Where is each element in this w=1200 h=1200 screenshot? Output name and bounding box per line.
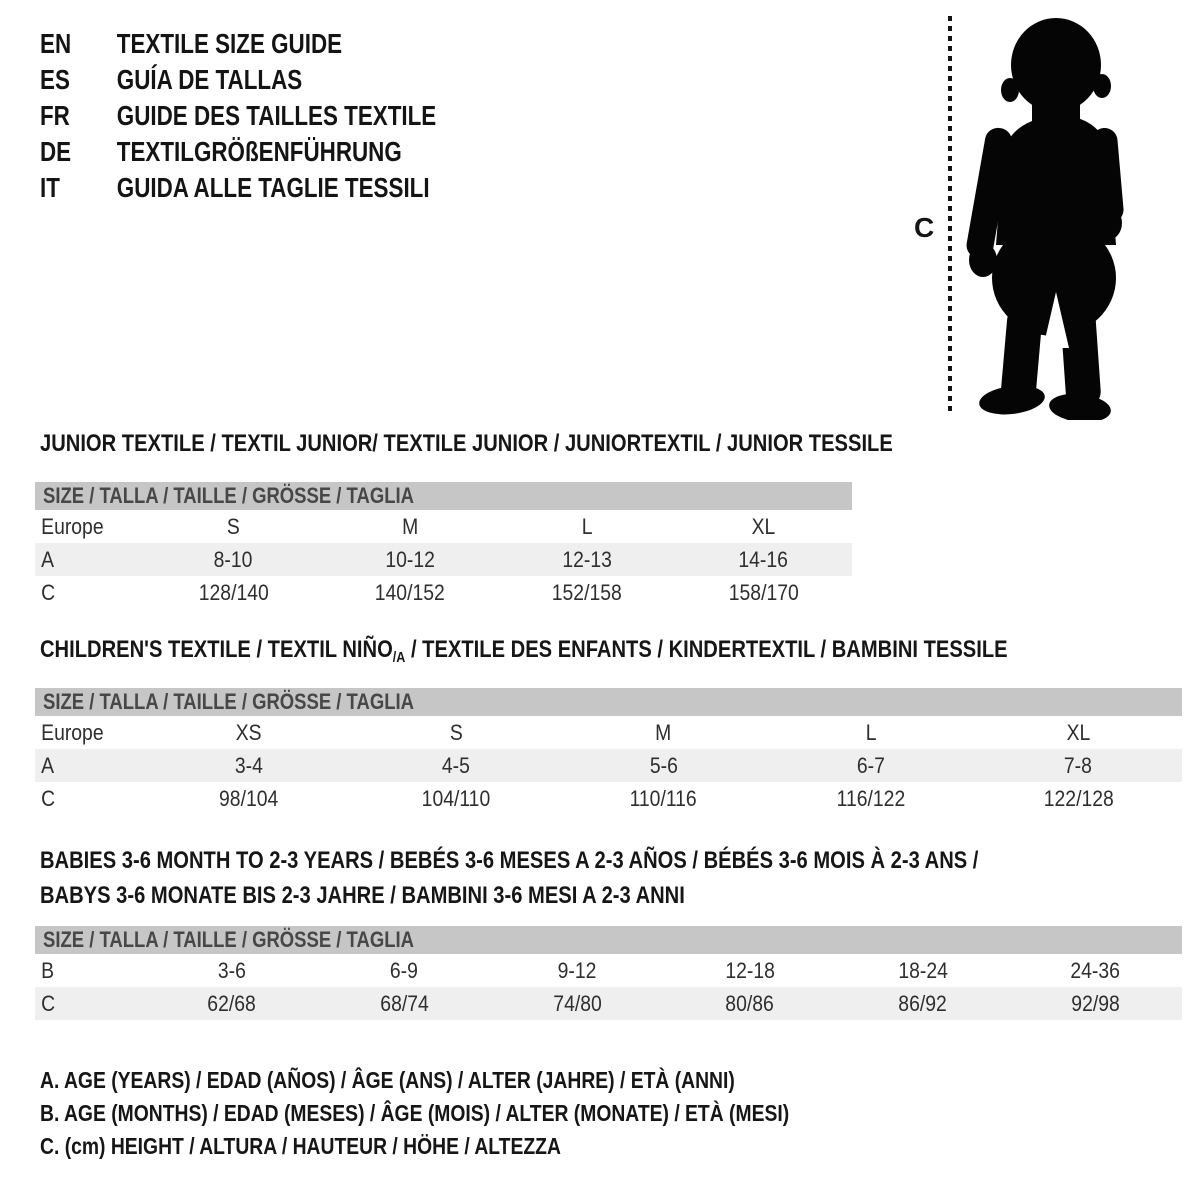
legend-line-a: A. AGE (YEARS) / EDAD (AÑOS) / ÂGE (ANS) / ALTER (JAHRE) / ETÀ (ANNI) [40,1067,735,1093]
babies-title-line1: BABIES 3-6 MONTH TO 2-3 YEARS / BEBÉS 3-6 MESES A 2-3 AÑOS / BÉBÉS 3-6 MOIS À 2-3 ANS / [40,846,979,874]
language-title: GUIDA ALLE TAGLIE TESSILI [116,172,430,203]
age-value: 4-5 [442,752,471,778]
height-value: 80/86 [725,990,775,1016]
size-table-header-text: SIZE / TALLA / TAILLE / GRÖSSE / TAGLIA [43,927,414,952]
children-size-table [35,688,1182,815]
age-value: 9-12 [557,957,597,983]
babies-size-table [35,926,1182,1020]
age-value: 18-24 [897,957,948,983]
age-value: 14-16 [738,546,789,572]
children-section-title-text [40,636,1008,664]
junior-size-table [35,482,852,609]
babies-section-title [40,843,1157,913]
height-marker-dashed-line [948,16,952,416]
language-row-fr [40,98,436,134]
language-title: GUIDE DES TAILLES TEXTILE [116,100,437,131]
age-value: 3-6 [217,957,246,983]
height-value: 152/158 [551,579,622,605]
language-code: IT [40,172,60,203]
row-label: C [41,990,56,1016]
age-value: 6-7 [856,752,885,778]
language-guide [40,26,535,206]
age-value: 24-36 [1070,957,1121,983]
height-value: 158/170 [728,579,799,605]
table-row [35,987,1182,1020]
size-table-header-text: SIZE / TALLA / TAILLE / GRÖSSE / TAGLIA [43,483,414,508]
language-title: GUÍA DE TALLAS [116,64,303,95]
height-value: 116/122 [836,785,906,811]
size-value: XL [1066,719,1091,745]
size-value: S [226,513,240,539]
height-value: 110/116 [629,785,698,811]
size-value: M [655,719,672,745]
size-table-header [35,926,1182,954]
junior-section-title-text: JUNIOR TEXTILE / TEXTIL JUNIOR/ TEXTILE JUNIOR / JUNIORTEXTIL / JUNIOR TESSILE [40,430,893,457]
legend-line-c: C. (cm) HEIGHT / ALTURA / HAUTEUR / HÖHE / ALTEZZA [40,1133,561,1159]
children-title-subscript: /A [392,649,406,666]
age-value: 12-13 [562,546,612,572]
legend-line-b: B. AGE (MONTHS) / EDAD (MESES) / ÂGE (MOIS) / ALTER (MONATE) / ETÀ (MESI) [40,1100,790,1126]
row-label: C [41,579,56,605]
children-title-main: CHILDREN'S TEXTILE / TEXTIL NIÑO [40,636,393,663]
language-row-de [40,134,436,170]
age-value: 8-10 [213,546,253,572]
height-value: 104/110 [421,785,491,811]
language-row-it [40,170,436,206]
language-code: ES [40,64,70,95]
age-value: 6-9 [390,957,419,983]
row-label: C [41,785,56,811]
row-label: A [41,546,55,572]
height-value: 86/92 [898,990,947,1016]
height-value: 62/68 [207,990,256,1016]
table-row [35,716,1182,749]
height-value: 98/104 [219,785,279,811]
table-row [35,782,1182,815]
table-row [35,954,1182,987]
row-label: B [41,957,55,983]
children-section-title [40,636,1192,664]
height-marker-label: C [914,212,935,243]
legend [40,1064,932,1163]
table-row [35,576,852,609]
size-value: XS [235,719,262,745]
table-row [35,510,852,543]
size-value: L [865,719,877,745]
size-value: M [402,513,419,539]
row-label: Europe [41,513,104,539]
table-row [35,749,1182,782]
junior-section-title [40,430,1055,458]
language-title: TEXTILGRÖßENFÜHRUNG [116,136,402,167]
language-row-es [40,62,436,98]
language-row-en [40,26,436,62]
children-title-rest: / TEXTILE DES ENFANTS / KINDERTEXTIL / BAMBINI TESSILE [405,636,1008,663]
language-code: EN [40,28,72,59]
height-value: 68/74 [380,990,429,1016]
age-value: 3-4 [234,752,263,778]
row-label: A [41,752,55,778]
age-value: 7-8 [1064,752,1093,778]
age-value: 12-18 [725,957,775,983]
age-value: 5-6 [649,752,678,778]
row-label: Europe [41,719,104,745]
language-title: TEXTILE SIZE GUIDE [116,28,343,59]
size-table-header [35,482,852,510]
height-value: 92/98 [1071,990,1120,1016]
size-value: XL [751,513,776,539]
baby-silhouette-icon [956,10,1144,420]
size-table-header [35,688,1182,716]
language-code: FR [40,100,70,131]
language-code: DE [40,136,72,167]
height-value: 140/152 [375,579,446,605]
height-value: 122/128 [1043,785,1114,811]
babies-title-line2: BABYS 3-6 MONATE BIS 2-3 JAHRE / BAMBINI 3-6 MESI A 2-3 ANNI [40,881,685,909]
age-value: 10-12 [385,546,435,572]
size-table-header-text: SIZE / TALLA / TAILLE / GRÖSSE / TAGLIA [43,689,414,714]
size-value: L [581,513,593,539]
height-value: 128/140 [198,579,269,605]
height-value: 74/80 [552,990,602,1016]
table-row [35,543,852,576]
size-value: S [449,719,463,745]
